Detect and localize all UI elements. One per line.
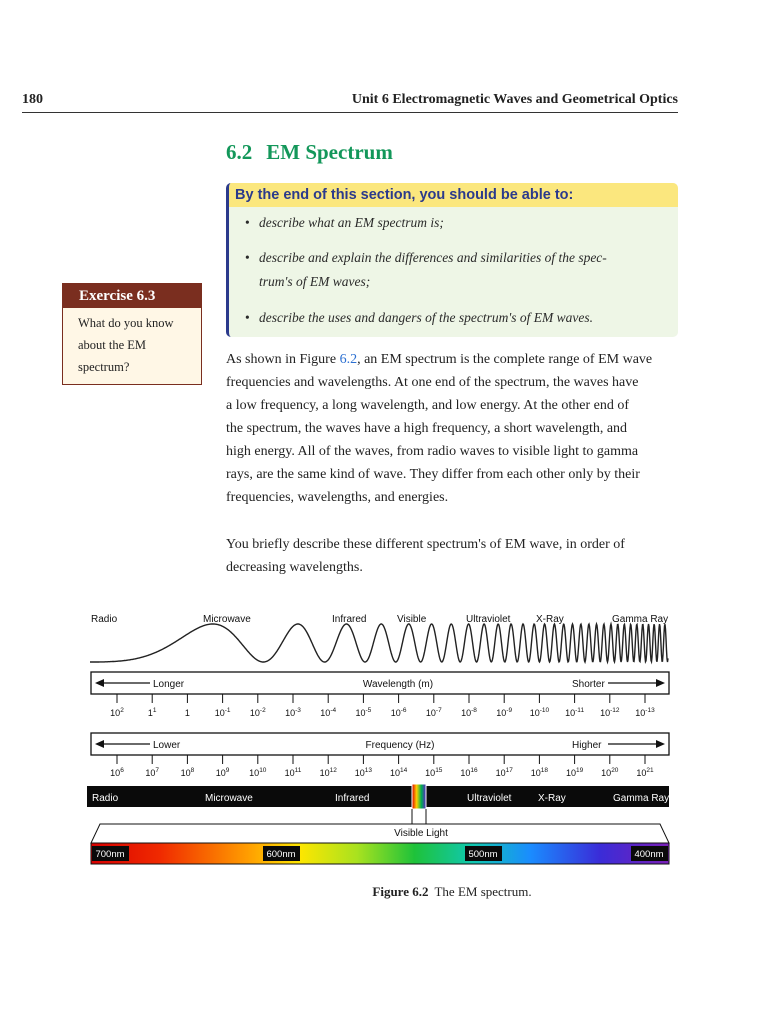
tick-label: 1 bbox=[184, 708, 190, 718]
tick-label: $10^8$ bbox=[180, 767, 195, 778]
objective-item: • describe the uses and dangers of the spectrum's of EM waves. bbox=[259, 306, 669, 330]
page-number: 180 bbox=[22, 92, 43, 107]
tick-label: $10^{13}$ bbox=[354, 767, 373, 778]
paragraph-line bbox=[226, 348, 678, 371]
wave-label-infrared: Infrared bbox=[332, 614, 367, 625]
wave-label-xray: X-Ray bbox=[536, 614, 564, 625]
tick-label: $10^{-3}$ bbox=[285, 707, 301, 718]
exercise-line: What do you know bbox=[78, 316, 174, 330]
objectives-heading: By the end of this section, you should be able to: bbox=[229, 183, 678, 207]
visible-light-label: Visible Light bbox=[394, 828, 448, 839]
objectives-box bbox=[226, 183, 678, 337]
tick-label: $10^{-1}$ bbox=[214, 707, 231, 718]
body-paragraph bbox=[226, 348, 678, 509]
frequency-higher-label: Higher bbox=[572, 740, 602, 751]
section-heading: EM Spectrum bbox=[266, 140, 393, 164]
paragraph-line: decreasing wavelengths. bbox=[226, 560, 363, 575]
tick-label: $10^{-6}$ bbox=[390, 707, 407, 718]
exercise-question bbox=[63, 308, 196, 378]
wave-label-ultraviolet: Ultraviolet bbox=[466, 614, 511, 625]
tick-label: $10^{-10}$ bbox=[529, 707, 550, 718]
tick-label: $10^7$ bbox=[145, 767, 160, 778]
tick-label: $10^{-2}$ bbox=[249, 707, 266, 718]
visible-light-trapezoid bbox=[91, 824, 669, 843]
paragraph-line: frequencies and wavelengths. At one end of the spectrum, the waves have bbox=[226, 375, 639, 390]
exercise-line: about the EM bbox=[78, 338, 147, 352]
tick-label: $10^{15}$ bbox=[425, 767, 443, 778]
band-bar bbox=[87, 786, 669, 807]
section-number: 6.2 bbox=[226, 140, 253, 164]
wavelength-longer-label: Longer bbox=[153, 679, 185, 690]
tick-label: $10^{16}$ bbox=[460, 767, 478, 778]
figure-reference-link[interactable]: 6.2 bbox=[339, 352, 358, 367]
wave-labels bbox=[91, 614, 668, 625]
em-wave-line bbox=[90, 624, 668, 662]
tick-label: $10^{11}$ bbox=[284, 767, 302, 778]
wavelength-shorter-label: Shorter bbox=[572, 679, 605, 690]
tick-label: $10^{-7}$ bbox=[425, 707, 442, 718]
band-label-ultraviolet: Ultraviolet bbox=[467, 793, 512, 804]
tick-label: $10^{-4}$ bbox=[320, 707, 337, 718]
wavelength-ticks bbox=[110, 694, 655, 718]
tick-label: $1^1$ bbox=[147, 707, 157, 718]
tick-label: $10^6$ bbox=[110, 767, 124, 778]
band-label-infrared: Infrared bbox=[335, 793, 370, 804]
tick-label: $10^{-13}$ bbox=[635, 707, 655, 718]
band-label-gamma: Gamma Ray bbox=[613, 793, 670, 804]
text-span: As shown in Figure bbox=[226, 352, 340, 367]
wave-label-gamma: Gamma Ray bbox=[612, 614, 669, 625]
tick-label: $10^{-11}$ bbox=[565, 707, 585, 718]
tick-label: $10^{14}$ bbox=[389, 767, 408, 778]
band-label-radio: Radio bbox=[92, 793, 119, 804]
nm-label-500: 500nm bbox=[468, 849, 498, 860]
paragraph-line: high energy. All of the waves, from radio waves to visible light to gamma bbox=[226, 444, 639, 459]
tick-label: $10^{10}$ bbox=[249, 767, 267, 778]
nm-label-600: 600nm bbox=[266, 849, 296, 860]
tick-label: $10^2$ bbox=[110, 707, 124, 718]
body-paragraph bbox=[226, 533, 678, 579]
tick-label: $10^{20}$ bbox=[601, 767, 619, 778]
frequency-ticks bbox=[110, 755, 654, 778]
exercise-line: spectrum? bbox=[78, 360, 130, 374]
paragraph-line: You briefly describe these different spectrum's of EM wave, in order of bbox=[226, 537, 625, 552]
tick-label: $10^9$ bbox=[215, 767, 230, 778]
objective-item bbox=[259, 246, 669, 294]
wavelength-axis-title: Wavelength (m) bbox=[362, 679, 434, 690]
visible-spectrum-gradient bbox=[91, 843, 669, 864]
wave-label-visible: Visible bbox=[397, 614, 427, 625]
exercise-title: Exercise 6.3 bbox=[63, 284, 201, 308]
figure-caption bbox=[0, 884, 768, 900]
nm-label-400: 400nm bbox=[634, 849, 664, 860]
visible-strip bbox=[412, 784, 426, 809]
text-span: , an EM spectrum is the complete range of EM wave bbox=[357, 352, 653, 367]
objective-line: trum's of EM waves; bbox=[259, 274, 371, 289]
band-label-microwave: Microwave bbox=[205, 793, 253, 804]
em-spectrum-figure bbox=[0, 600, 768, 875]
tick-label: $10^{-9}$ bbox=[496, 707, 513, 718]
tick-label: $10^{12}$ bbox=[319, 767, 337, 778]
running-head: Unit 6 Electromagnetic Waves and Geometrical Optics bbox=[351, 92, 678, 107]
tick-label: $10^{-8}$ bbox=[461, 707, 477, 718]
paragraph-line: rays, are the same kind of wave. They differ from each other only by their bbox=[226, 467, 640, 482]
objective-item: • describe what an EM spectrum is; bbox=[259, 211, 669, 235]
tick-label: $10^{-5}$ bbox=[355, 707, 372, 718]
caption-label: Figure 6.2 bbox=[372, 884, 429, 899]
tick-label: $10^{18}$ bbox=[530, 767, 549, 778]
paragraph-line: the spectrum, the waves have a high frequency, a short wavelength, and bbox=[226, 421, 628, 436]
wave-label-microwave: Microwave bbox=[203, 614, 251, 625]
tick-label: $10^{17}$ bbox=[495, 767, 513, 778]
tick-label: $10^{-12}$ bbox=[600, 707, 620, 718]
nm-label-700: 700nm bbox=[95, 849, 125, 860]
frequency-lower-label: Lower bbox=[153, 740, 181, 751]
frequency-axis-title: Frequency (Hz) bbox=[365, 740, 435, 751]
caption-text: The EM spectrum. bbox=[434, 884, 532, 899]
band-label-xray: X-Ray bbox=[538, 793, 566, 804]
paragraph-line: a low frequency, a long wavelength, and low energy. At the other end of bbox=[226, 398, 630, 413]
tick-label: $10^{21}$ bbox=[636, 767, 654, 778]
tick-label: $10^{19}$ bbox=[565, 767, 584, 778]
objective-line: describe and explain the differences and similarities of the spec- bbox=[259, 250, 607, 265]
header-rule bbox=[22, 112, 678, 113]
wave-label-radio: Radio bbox=[91, 614, 118, 625]
exercise-box bbox=[62, 283, 202, 385]
section-title bbox=[226, 140, 393, 165]
paragraph-line: frequencies, wavelengths, and energies. bbox=[226, 490, 449, 505]
